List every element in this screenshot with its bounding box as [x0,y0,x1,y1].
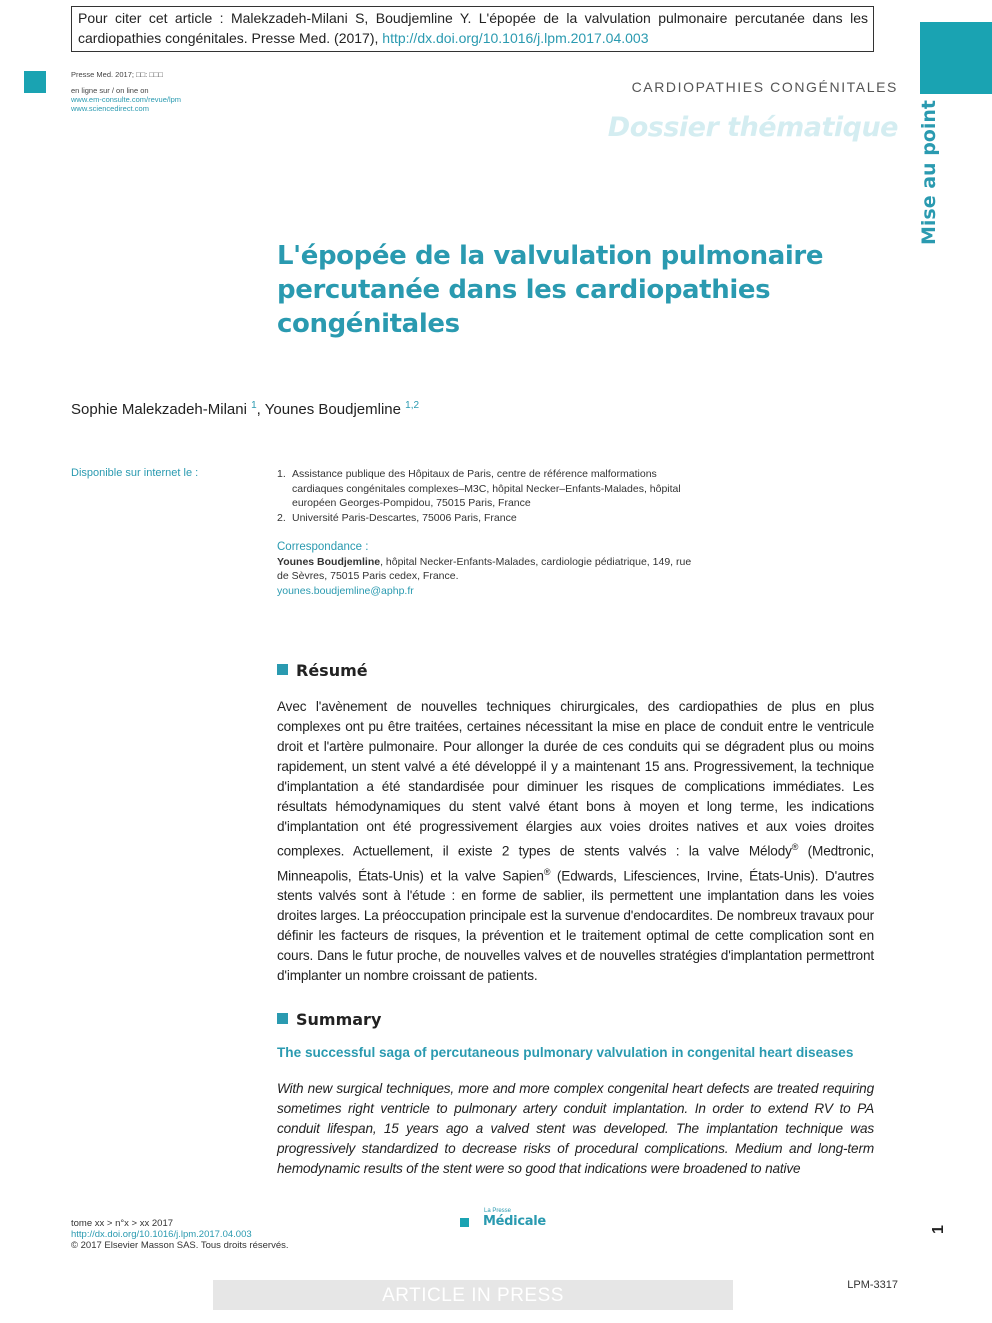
corner-tab [920,22,992,94]
correspondance [277,540,697,598]
dossier-label: Dossier thématique [607,112,898,143]
citation-doi-link[interactable]: http://dx.doi.org/10.1016/j.lpm.2017.04.003 [382,30,649,46]
author-1: Sophie Malekzadeh-Milani [71,401,247,418]
journal-ref: Presse Med. 2017; □□: □□□ [71,70,163,79]
correspondance-address: Younes Boudjemline, hôpital Necker-Enfants-Malades, cardiologie pédiatrique, 149, rue de Sèvres, 75015 Paris cedex, France. [277,555,692,582]
footer-copyright: © 2017 Elsevier Masson SAS. Tous droits réservés. [71,1240,289,1251]
author-1-affiliation: 1 [251,400,257,411]
logo-square-icon [460,1218,469,1227]
section-label: CARDIOPATHIES CONGÉNITALES [631,79,898,95]
authors: Sophie Malekzadeh-Milani $^1$, Younes Boudjemline $^{1,2}$ [71,400,420,418]
bullet-square-icon [277,1013,288,1024]
footer-tome: tome xx > n°x > xx 2017 [71,1218,174,1229]
affiliation-item: 1. Assistance publique des Hôpitaux de Paris, centre de référence malformations cardiaques congénitales complexes–M3C, hôpital Necker–Enfants-Malades, hôpital européen Georges-Pompidou, 75015 Paris, France [277,468,681,509]
affiliations [277,467,697,525]
sciencedirect-link[interactable]: www.sciencedirect.com [71,104,149,113]
correspondance-heading: Correspondance : [277,541,369,553]
bullet-square-icon [277,664,288,675]
citation-box [71,6,874,52]
resume-text: Avec l'avènement de nouvelles techniques chirurgicales, des cardiopathies de plus en plus complexes ont pu être traitées, certaines nécessitant la mise en place de conduit entre le ventricule droit et l'artère pulmonaire. Pour allonger la durée de ces conduits qui se dégradent plus ou moins rapidement, un stent valvé a été développé il y a maintenant 15 ans. Progressivement, la technique d'implantation a été standardisée pour diminuer les risques de complications immédiates. Les résultats hémodynamiques du stent valvé étant bons à moyen et long terme, les indications d'implantation ont été progressivement élargies aux voies droites natives et aux voies droites complexes. Actuellement, il existe 2 types de stents valvés : la valve Mélody® (Medtronic, Minneapolis, États-Unis) et la valve Sapien® (Edwards, Lifesciences, Irvine, États-Unis). D'autres stents valvés sont à l'étude : en forme de sablier, ils permettent une implantation dans les voies droites larges. La préoccupation principale est la survenue d'endocardites. De nombreux travaux pour définir les facteurs de risques, la prévention et le traitement optimal de cette complication sont en cours. Dans le futur proche, de nouvelles valves et de nouvelles stratégies d'implantation permettront d'implanter un nombre croissant de patients. [277,699,874,984]
footer-doi-link[interactable]: http://dx.doi.org/10.1016/j.lpm.2017.04.003 [71,1229,252,1240]
affiliation-item: 2. Université Paris-Descartes, 75006 Paris, France [277,511,517,524]
resume-heading: Résumé [277,661,368,680]
summary-subtitle: The successful saga of percutaneous pulmonary valvulation in congenital heart diseases [277,1045,854,1060]
author-2: Younes Boudjemline [264,401,401,418]
correspondance-email[interactable]: younes.boudjemline@aphp.fr [277,584,414,597]
summary-text: With new surgical techniques, more and more complex congenital heart defects are treated requiring sometimes right ventricle to pulmonary artery conduit implantation. In order to extend RV to PA conduit lifespan, 15 years ago a valved stent was developed. The implantation technique was progressively standardized to decrease risks of procedural complications. Medium and long-term hemodynamic results of the stent were so good that indications were broadened to native [277,1081,874,1176]
online-label: en ligne sur / on line on [71,86,149,95]
side-label-text: Mise au point [918,100,940,245]
journal-mark [24,71,46,93]
article-code: LPM-3317 [847,1279,898,1291]
em-consulte-link[interactable]: www.em-consulte.com/revue/lpm [71,95,182,104]
author-2-affiliation: 1,2 [405,400,420,411]
article-title: L'épopée de la valvulation pulmonaire percutanée dans les cardiopathies congénitales [277,241,824,339]
availability-label: Disponible sur internet le : [71,467,199,479]
citation-text: Pour citer cet article : Malekzadeh-Milani S, Boudjemline Y. L'épopée de la valvulation pulmonaire percutanée dans les cardiopathies congénitales. Presse Med. (2017), [78,10,868,46]
article-in-press-banner: ARTICLE IN PRESS [213,1280,733,1310]
logo-text: Médicale [483,1214,546,1229]
logo-small-text: La Presse [484,1208,512,1214]
summary-heading: Summary [277,1010,381,1029]
page-number: 1 [930,1225,947,1234]
side-label [918,100,948,250]
journal-info [71,70,181,113]
footer-info [71,1218,289,1251]
